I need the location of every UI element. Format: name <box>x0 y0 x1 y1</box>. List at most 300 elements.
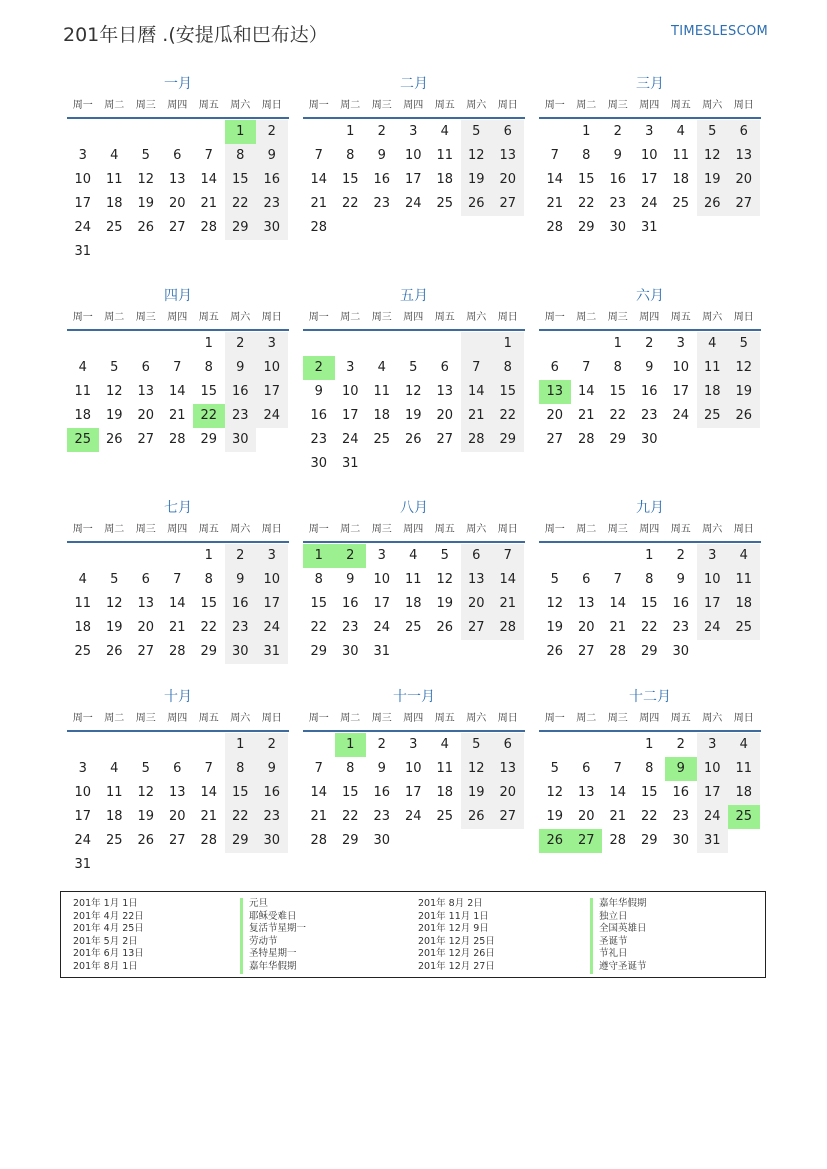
day-cell[interactable]: 9 <box>645 360 654 375</box>
day-cell[interactable]: 23 <box>256 192 288 216</box>
day-cell[interactable]: 16 <box>672 596 690 611</box>
day-cell[interactable]: 11 <box>436 761 454 776</box>
day-cell[interactable]: 19 <box>105 408 123 423</box>
day-cell[interactable]: 10 <box>404 761 422 776</box>
day-cell[interactable]: 12 <box>137 172 155 187</box>
day-cell[interactable]: 31 <box>373 644 391 659</box>
day-cell[interactable]: 18 <box>74 620 92 635</box>
day-cell[interactable]: 6 <box>173 761 182 776</box>
day-cell[interactable]: 14 <box>609 785 627 800</box>
day-cell[interactable]: 27 <box>137 432 155 447</box>
day-cell[interactable]: 3 <box>256 544 288 568</box>
day-cell[interactable]: 4 <box>78 360 87 375</box>
day-cell[interactable]: 28 <box>609 644 627 659</box>
day-cell[interactable]: 25 <box>105 220 123 235</box>
day-cell[interactable]: 21 <box>168 620 186 635</box>
day-cell[interactable]: 25 <box>672 196 690 211</box>
day-cell[interactable]: 3 <box>78 148 87 163</box>
day-cell[interactable]: 14 <box>546 172 564 187</box>
day-cell[interactable]: 1 <box>204 336 213 351</box>
day-cell[interactable]: 17 <box>74 196 92 211</box>
day-cell[interactable]: 29 <box>225 829 257 853</box>
day-cell[interactable]: 5 <box>141 148 150 163</box>
day-cell[interactable]: 24 <box>373 620 391 635</box>
day-cell[interactable]: 15 <box>341 785 359 800</box>
holiday-day-cell[interactable]: 26 <box>539 829 571 853</box>
day-cell[interactable]: 10 <box>404 148 422 163</box>
day-cell[interactable]: 26 <box>461 805 493 829</box>
day-cell[interactable]: 24 <box>640 196 658 211</box>
day-cell[interactable]: 28 <box>168 432 186 447</box>
day-cell[interactable]: 26 <box>436 620 454 635</box>
holiday-day-cell[interactable]: 2 <box>335 544 367 568</box>
day-cell[interactable]: 15 <box>341 172 359 187</box>
day-cell[interactable]: 31 <box>697 829 729 853</box>
day-cell[interactable]: 8 <box>492 356 524 380</box>
day-cell[interactable]: 2 <box>676 548 685 563</box>
day-cell[interactable]: 19 <box>546 620 564 635</box>
day-cell[interactable]: 29 <box>200 644 218 659</box>
day-cell[interactable]: 27 <box>168 833 186 848</box>
day-cell[interactable]: 29 <box>200 432 218 447</box>
day-cell[interactable]: 3 <box>78 761 87 776</box>
day-cell[interactable]: 5 <box>728 332 760 356</box>
day-cell[interactable]: 28 <box>200 220 218 235</box>
day-cell[interactable]: 27 <box>137 644 155 659</box>
day-cell[interactable]: 27 <box>461 616 493 640</box>
day-cell[interactable]: 30 <box>225 640 257 664</box>
day-cell[interactable]: 7 <box>550 148 559 163</box>
day-cell[interactable]: 9 <box>676 572 685 587</box>
day-cell[interactable]: 30 <box>256 829 288 853</box>
day-cell[interactable]: 16 <box>225 380 257 404</box>
day-cell[interactable]: 12 <box>546 596 564 611</box>
day-cell[interactable]: 30 <box>225 428 257 452</box>
day-cell[interactable]: 28 <box>609 833 627 848</box>
day-cell[interactable]: 9 <box>225 356 257 380</box>
day-cell[interactable]: 8 <box>204 572 213 587</box>
day-cell[interactable]: 16 <box>256 168 288 192</box>
day-cell[interactable]: 18 <box>74 408 92 423</box>
day-cell[interactable]: 21 <box>461 404 493 428</box>
day-cell[interactable]: 13 <box>577 785 595 800</box>
day-cell[interactable]: 30 <box>310 456 328 471</box>
day-cell[interactable]: 21 <box>609 620 627 635</box>
day-cell[interactable]: 4 <box>409 548 418 563</box>
holiday-day-cell[interactable]: 1 <box>225 120 257 144</box>
day-cell[interactable]: 14 <box>200 172 218 187</box>
day-cell[interactable]: 11 <box>728 568 760 592</box>
day-cell[interactable]: 17 <box>404 172 422 187</box>
day-cell[interactable]: 15 <box>310 596 328 611</box>
day-cell[interactable]: 7 <box>582 360 591 375</box>
day-cell[interactable]: 16 <box>373 785 391 800</box>
day-cell[interactable]: 17 <box>74 809 92 824</box>
day-cell[interactable]: 22 <box>341 196 359 211</box>
day-cell[interactable]: 13 <box>577 596 595 611</box>
day-cell[interactable]: 14 <box>577 384 595 399</box>
day-cell[interactable]: 8 <box>225 757 257 781</box>
day-cell[interactable]: 6 <box>582 761 591 776</box>
day-cell[interactable]: 18 <box>404 596 422 611</box>
day-cell[interactable]: 21 <box>577 408 595 423</box>
brand-link[interactable]: TIMESLESCOM <box>671 24 768 39</box>
day-cell[interactable]: 18 <box>436 172 454 187</box>
day-cell[interactable]: 7 <box>204 761 213 776</box>
day-cell[interactable]: 7 <box>173 572 182 587</box>
day-cell[interactable]: 21 <box>310 809 328 824</box>
day-cell[interactable]: 18 <box>728 781 760 805</box>
day-cell[interactable]: 7 <box>314 761 323 776</box>
day-cell[interactable]: 1 <box>225 733 257 757</box>
day-cell[interactable]: 18 <box>373 408 391 423</box>
day-cell[interactable]: 11 <box>373 384 391 399</box>
day-cell[interactable]: 25 <box>436 196 454 211</box>
day-cell[interactable]: 3 <box>697 733 729 757</box>
day-cell[interactable]: 7 <box>204 148 213 163</box>
day-cell[interactable]: 4 <box>440 124 449 139</box>
day-cell[interactable]: 31 <box>74 857 92 872</box>
day-cell[interactable]: 26 <box>728 404 760 428</box>
day-cell[interactable]: 5 <box>110 360 119 375</box>
holiday-day-cell[interactable]: 1 <box>303 544 335 568</box>
day-cell[interactable]: 16 <box>256 781 288 805</box>
day-cell[interactable]: 23 <box>640 408 658 423</box>
day-cell[interactable]: 20 <box>728 168 760 192</box>
day-cell[interactable]: 13 <box>492 144 524 168</box>
day-cell[interactable]: 29 <box>341 833 359 848</box>
day-cell[interactable]: 5 <box>141 761 150 776</box>
day-cell[interactable]: 24 <box>256 616 288 640</box>
day-cell[interactable]: 23 <box>310 432 328 447</box>
day-cell[interactable]: 24 <box>697 805 729 829</box>
day-cell[interactable]: 8 <box>204 360 213 375</box>
day-cell[interactable]: 26 <box>461 192 493 216</box>
day-cell[interactable]: 16 <box>672 785 690 800</box>
day-cell[interactable]: 24 <box>672 408 690 423</box>
day-cell[interactable]: 24 <box>74 220 92 235</box>
day-cell[interactable]: 1 <box>645 737 654 752</box>
day-cell[interactable]: 19 <box>546 809 564 824</box>
day-cell[interactable]: 9 <box>314 384 323 399</box>
day-cell[interactable]: 23 <box>341 620 359 635</box>
day-cell[interactable]: 1 <box>204 548 213 563</box>
day-cell[interactable]: 26 <box>697 192 729 216</box>
day-cell[interactable]: 13 <box>492 757 524 781</box>
day-cell[interactable]: 11 <box>404 572 422 587</box>
day-cell[interactable]: 10 <box>256 356 288 380</box>
day-cell[interactable]: 15 <box>577 172 595 187</box>
day-cell[interactable]: 6 <box>550 360 559 375</box>
day-cell[interactable]: 18 <box>728 592 760 616</box>
day-cell[interactable]: 16 <box>373 172 391 187</box>
day-cell[interactable]: 11 <box>105 785 123 800</box>
day-cell[interactable]: 6 <box>492 120 524 144</box>
day-cell[interactable]: 5 <box>110 572 119 587</box>
day-cell[interactable]: 22 <box>492 404 524 428</box>
day-cell[interactable]: 29 <box>609 432 627 447</box>
day-cell[interactable]: 5 <box>550 572 559 587</box>
day-cell[interactable]: 17 <box>373 596 391 611</box>
day-cell[interactable]: 18 <box>105 196 123 211</box>
day-cell[interactable]: 21 <box>609 809 627 824</box>
day-cell[interactable]: 4 <box>110 761 119 776</box>
day-cell[interactable]: 25 <box>373 432 391 447</box>
day-cell[interactable]: 12 <box>461 144 493 168</box>
day-cell[interactable]: 18 <box>697 380 729 404</box>
day-cell[interactable]: 20 <box>137 620 155 635</box>
day-cell[interactable]: 30 <box>672 833 690 848</box>
day-cell[interactable]: 1 <box>492 332 524 356</box>
day-cell[interactable]: 22 <box>341 809 359 824</box>
day-cell[interactable]: 19 <box>697 168 729 192</box>
day-cell[interactable]: 14 <box>168 596 186 611</box>
day-cell[interactable]: 2 <box>225 332 257 356</box>
day-cell[interactable]: 21 <box>492 592 524 616</box>
day-cell[interactable]: 14 <box>609 596 627 611</box>
day-cell[interactable]: 22 <box>310 620 328 635</box>
day-cell[interactable]: 12 <box>436 572 454 587</box>
day-cell[interactable]: 24 <box>74 833 92 848</box>
day-cell[interactable]: 5 <box>461 120 493 144</box>
day-cell[interactable]: 10 <box>640 148 658 163</box>
day-cell[interactable]: 22 <box>200 620 218 635</box>
day-cell[interactable]: 3 <box>377 548 386 563</box>
day-cell[interactable]: 27 <box>492 192 524 216</box>
day-cell[interactable]: 4 <box>110 148 119 163</box>
day-cell[interactable]: 15 <box>225 168 257 192</box>
day-cell[interactable]: 9 <box>377 148 386 163</box>
day-cell[interactable]: 6 <box>141 572 150 587</box>
day-cell[interactable]: 31 <box>256 640 288 664</box>
day-cell[interactable]: 15 <box>492 380 524 404</box>
day-cell[interactable]: 18 <box>436 785 454 800</box>
day-cell[interactable]: 25 <box>404 620 422 635</box>
day-cell[interactable]: 31 <box>341 456 359 471</box>
day-cell[interactable]: 20 <box>436 408 454 423</box>
day-cell[interactable]: 16 <box>341 596 359 611</box>
day-cell[interactable]: 14 <box>200 785 218 800</box>
day-cell[interactable]: 1 <box>613 336 622 351</box>
day-cell[interactable]: 30 <box>609 220 627 235</box>
day-cell[interactable]: 13 <box>168 172 186 187</box>
day-cell[interactable]: 26 <box>404 432 422 447</box>
day-cell[interactable]: 12 <box>728 356 760 380</box>
day-cell[interactable]: 6 <box>461 544 493 568</box>
day-cell[interactable]: 28 <box>310 833 328 848</box>
day-cell[interactable]: 11 <box>697 356 729 380</box>
day-cell[interactable]: 10 <box>697 757 729 781</box>
day-cell[interactable]: 24 <box>256 404 288 428</box>
day-cell[interactable]: 9 <box>346 572 355 587</box>
day-cell[interactable]: 13 <box>436 384 454 399</box>
day-cell[interactable]: 20 <box>168 196 186 211</box>
day-cell[interactable]: 20 <box>577 620 595 635</box>
day-cell[interactable]: 28 <box>461 428 493 452</box>
day-cell[interactable]: 20 <box>492 781 524 805</box>
day-cell[interactable]: 8 <box>645 572 654 587</box>
day-cell[interactable]: 26 <box>105 644 123 659</box>
day-cell[interactable]: 9 <box>613 148 622 163</box>
day-cell[interactable]: 25 <box>728 616 760 640</box>
day-cell[interactable]: 17 <box>672 384 690 399</box>
day-cell[interactable]: 4 <box>697 332 729 356</box>
holiday-day-cell[interactable]: 13 <box>539 380 571 404</box>
day-cell[interactable]: 12 <box>697 144 729 168</box>
day-cell[interactable]: 11 <box>74 384 92 399</box>
day-cell[interactable]: 22 <box>577 196 595 211</box>
day-cell[interactable]: 4 <box>440 737 449 752</box>
day-cell[interactable]: 17 <box>256 380 288 404</box>
day-cell[interactable]: 12 <box>546 785 564 800</box>
day-cell[interactable]: 7 <box>461 356 493 380</box>
day-cell[interactable]: 12 <box>461 757 493 781</box>
day-cell[interactable]: 3 <box>645 124 654 139</box>
day-cell[interactable]: 6 <box>728 120 760 144</box>
day-cell[interactable]: 9 <box>377 761 386 776</box>
day-cell[interactable]: 10 <box>74 172 92 187</box>
day-cell[interactable]: 23 <box>609 196 627 211</box>
day-cell[interactable]: 14 <box>492 568 524 592</box>
day-cell[interactable]: 3 <box>409 124 418 139</box>
day-cell[interactable]: 24 <box>404 196 422 211</box>
day-cell[interactable]: 4 <box>728 733 760 757</box>
day-cell[interactable]: 13 <box>461 568 493 592</box>
day-cell[interactable]: 29 <box>577 220 595 235</box>
holiday-day-cell[interactable]: 9 <box>665 757 697 781</box>
day-cell[interactable]: 12 <box>404 384 422 399</box>
day-cell[interactable]: 26 <box>137 220 155 235</box>
day-cell[interactable]: 16 <box>640 384 658 399</box>
day-cell[interactable]: 29 <box>492 428 524 452</box>
day-cell[interactable]: 7 <box>613 572 622 587</box>
day-cell[interactable]: 29 <box>640 833 658 848</box>
day-cell[interactable]: 19 <box>404 408 422 423</box>
day-cell[interactable]: 21 <box>200 809 218 824</box>
day-cell[interactable]: 27 <box>728 192 760 216</box>
day-cell[interactable]: 16 <box>609 172 627 187</box>
day-cell[interactable]: 14 <box>461 380 493 404</box>
day-cell[interactable]: 29 <box>640 644 658 659</box>
day-cell[interactable]: 9 <box>256 144 288 168</box>
day-cell[interactable]: 20 <box>546 408 564 423</box>
day-cell[interactable]: 17 <box>697 592 729 616</box>
holiday-day-cell[interactable]: 1 <box>335 733 367 757</box>
day-cell[interactable]: 16 <box>310 408 328 423</box>
day-cell[interactable]: 13 <box>168 785 186 800</box>
day-cell[interactable]: 4 <box>728 544 760 568</box>
day-cell[interactable]: 23 <box>672 809 690 824</box>
day-cell[interactable]: 19 <box>137 196 155 211</box>
day-cell[interactable]: 23 <box>373 809 391 824</box>
day-cell[interactable]: 2 <box>676 737 685 752</box>
day-cell[interactable]: 28 <box>577 432 595 447</box>
day-cell[interactable]: 19 <box>461 168 493 192</box>
day-cell[interactable]: 13 <box>137 596 155 611</box>
day-cell[interactable]: 10 <box>672 360 690 375</box>
day-cell[interactable]: 22 <box>640 620 658 635</box>
day-cell[interactable]: 2 <box>256 733 288 757</box>
day-cell[interactable]: 11 <box>672 148 690 163</box>
day-cell[interactable]: 26 <box>546 644 564 659</box>
day-cell[interactable]: 18 <box>672 172 690 187</box>
day-cell[interactable]: 4 <box>676 124 685 139</box>
day-cell[interactable]: 27 <box>546 432 564 447</box>
day-cell[interactable]: 24 <box>697 616 729 640</box>
day-cell[interactable]: 3 <box>409 737 418 752</box>
day-cell[interactable]: 19 <box>461 781 493 805</box>
day-cell[interactable]: 8 <box>582 148 591 163</box>
day-cell[interactable]: 5 <box>461 733 493 757</box>
day-cell[interactable]: 18 <box>105 809 123 824</box>
day-cell[interactable]: 25 <box>74 644 92 659</box>
day-cell[interactable]: 2 <box>256 120 288 144</box>
day-cell[interactable]: 21 <box>200 196 218 211</box>
day-cell[interactable]: 23 <box>373 196 391 211</box>
day-cell[interactable]: 4 <box>78 572 87 587</box>
day-cell[interactable]: 7 <box>173 360 182 375</box>
day-cell[interactable]: 1 <box>346 124 355 139</box>
day-cell[interactable]: 13 <box>728 144 760 168</box>
holiday-day-cell[interactable]: 25 <box>67 428 99 452</box>
day-cell[interactable]: 1 <box>582 124 591 139</box>
day-cell[interactable]: 12 <box>105 384 123 399</box>
day-cell[interactable]: 17 <box>640 172 658 187</box>
day-cell[interactable]: 10 <box>256 568 288 592</box>
holiday-day-cell[interactable]: 2 <box>303 356 335 380</box>
day-cell[interactable]: 5 <box>550 761 559 776</box>
day-cell[interactable]: 7 <box>613 761 622 776</box>
day-cell[interactable]: 22 <box>225 805 257 829</box>
day-cell[interactable]: 31 <box>640 220 658 235</box>
day-cell[interactable]: 30 <box>256 216 288 240</box>
day-cell[interactable]: 6 <box>141 360 150 375</box>
day-cell[interactable]: 10 <box>74 785 92 800</box>
day-cell[interactable]: 2 <box>225 544 257 568</box>
day-cell[interactable]: 19 <box>728 380 760 404</box>
day-cell[interactable]: 11 <box>436 148 454 163</box>
day-cell[interactable]: 20 <box>137 408 155 423</box>
day-cell[interactable]: 19 <box>105 620 123 635</box>
day-cell[interactable]: 26 <box>137 833 155 848</box>
day-cell[interactable]: 30 <box>672 644 690 659</box>
day-cell[interactable]: 2 <box>613 124 622 139</box>
day-cell[interactable]: 12 <box>105 596 123 611</box>
day-cell[interactable]: 20 <box>577 809 595 824</box>
holiday-day-cell[interactable]: 27 <box>571 829 603 853</box>
day-cell[interactable]: 3 <box>256 332 288 356</box>
holiday-day-cell[interactable]: 22 <box>193 404 225 428</box>
day-cell[interactable]: 16 <box>225 592 257 616</box>
day-cell[interactable]: 6 <box>173 148 182 163</box>
day-cell[interactable]: 28 <box>310 220 328 235</box>
day-cell[interactable]: 2 <box>377 124 386 139</box>
day-cell[interactable]: 23 <box>225 404 257 428</box>
day-cell[interactable]: 3 <box>697 544 729 568</box>
day-cell[interactable]: 17 <box>404 785 422 800</box>
day-cell[interactable]: 20 <box>492 168 524 192</box>
day-cell[interactable]: 21 <box>168 408 186 423</box>
day-cell[interactable]: 1 <box>645 548 654 563</box>
day-cell[interactable]: 22 <box>640 809 658 824</box>
day-cell[interactable]: 11 <box>105 172 123 187</box>
day-cell[interactable]: 2 <box>645 336 654 351</box>
day-cell[interactable]: 15 <box>640 596 658 611</box>
day-cell[interactable]: 15 <box>609 384 627 399</box>
day-cell[interactable]: 9 <box>225 568 257 592</box>
day-cell[interactable]: 26 <box>105 432 123 447</box>
day-cell[interactable]: 22 <box>609 408 627 423</box>
